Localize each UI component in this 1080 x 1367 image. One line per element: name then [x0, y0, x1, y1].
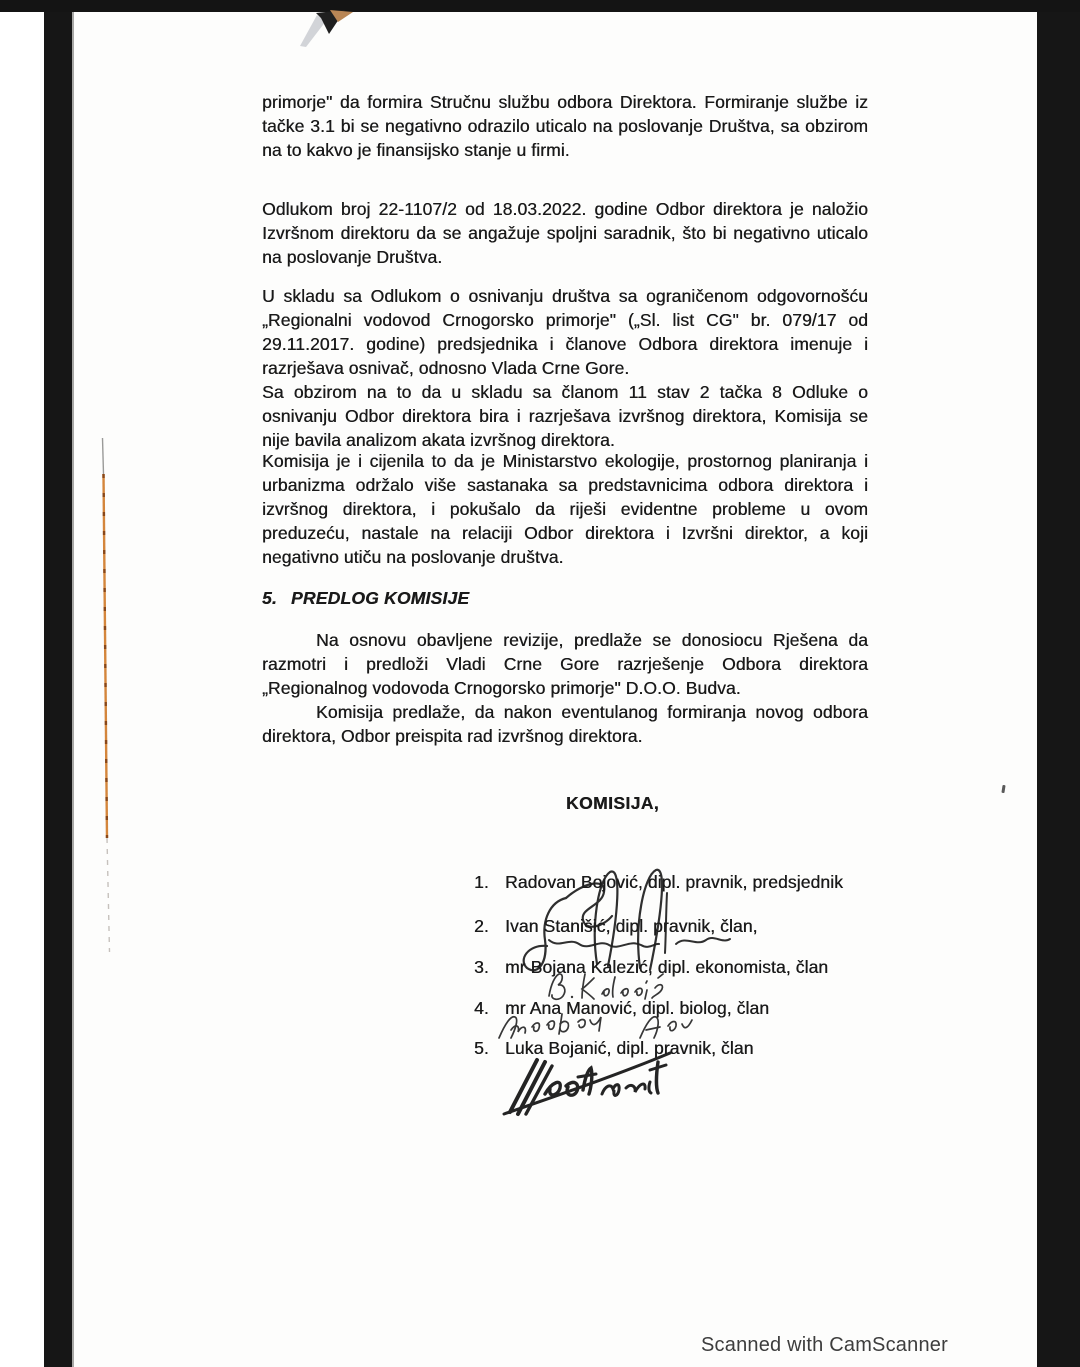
left-black-bar	[44, 12, 72, 1367]
member-name: mr Bojana Kalezić, dipl. ekonomista, član	[505, 957, 829, 977]
member-number: 4.	[474, 998, 489, 1018]
paragraph-3: U skladu sa Odlukom o osnivanju društva sa ograničenom odgovornošću „Regionalni vodovod Crnogorsko primorje" („Sl. list CG" br. 079/17 od 29.11.2017. godine) predsjednika i članove Odbora direktora imenuje i razrješava osnivač, odnosno Vlada Crne Gore.	[262, 286, 868, 378]
section-heading-number: 5.	[262, 588, 277, 608]
member-number: 1.	[474, 872, 489, 892]
paragraph-1: primorje" da formira Stručnu službu odbora Direktora. Formiranje službe iz tačke 3.1 bi se negativno odrazilo uticalo na poslovanje Društva, sa obzirom na to kakvo je finansijsko stanje u firmi.	[262, 92, 868, 160]
member-name: Ivan Stanišić, dipl. pravnik, član,	[505, 916, 758, 936]
section-heading	[262, 588, 469, 609]
member-item-5	[474, 1038, 954, 1058]
paragraph-5: Komisija je i cijenila to da je Ministarstvo ekologije, prostornog planiranja i urbanizma održalo više sastanaka sa predstavnicima odbora direktora i izvršnog direktora, i pokušalo da riješi evidentne probleme u ovom preduzeću, nastale na relaciji Odbor direktora i Izvršni direktor, a koji negativno utiču na poslovanje društva.	[262, 451, 868, 567]
left-white-margin	[0, 12, 44, 1367]
member-number: 2.	[474, 916, 489, 936]
camscanner-watermark: Scanned with CamScanner	[701, 1334, 948, 1356]
member-item-2	[474, 916, 954, 936]
proposal-paragraph-2: Komisija predlaže, da nakon eventulanog formiranja novog odbora direktora, Odbor preispita rad izvršnog direktora.	[262, 702, 868, 746]
top-black-bar	[0, 0, 1080, 12]
member-item-1	[474, 872, 954, 892]
paragraph-4: Sa obzirom na to da u skladu sa članom 11 stav 2 tačka 8 Odluke o osnivanju Odbor direktora bira i razrješava izvršnog direktora, Komisija se nije bavila analizom akata izvršnog direktora.	[262, 382, 868, 450]
member-name: mr Ana Manović, dipl. biolog, član	[505, 998, 770, 1018]
commission-label: KOMISIJA,	[566, 793, 660, 813]
document-page	[74, 12, 1037, 1367]
member-name: Radovan Bojović, dipl. pravnik, predsjednik	[505, 872, 843, 892]
member-item-3	[474, 957, 954, 977]
member-item-4	[474, 998, 954, 1018]
right-black-bar	[1037, 12, 1080, 1367]
member-number: 5.	[474, 1038, 489, 1058]
paragraph-2: Odlukom broj 22-1107/2 od 18.03.2022. godine Odbor direktora je naložio Izvršnom direktoru da se angažuje spoljni saradnik, što bi negativno uticalo na poslovanje Društva.	[262, 199, 868, 267]
section-heading-title: PREDLOG KOMISIJE	[291, 588, 470, 608]
proposal-paragraph-1: Na osnovu obavljene revizije, predlaže se donosiocu Rješena da razmotri i predloži Vladi Crne Gore razrješenje Odbora direktora „Regionalnog vodovoda Crnogorsko primorje" D.O.O. Budva.	[262, 630, 868, 698]
member-name: Luka Bojanić, dipl. pravnik, član	[505, 1038, 754, 1058]
member-number: 3.	[474, 957, 489, 977]
